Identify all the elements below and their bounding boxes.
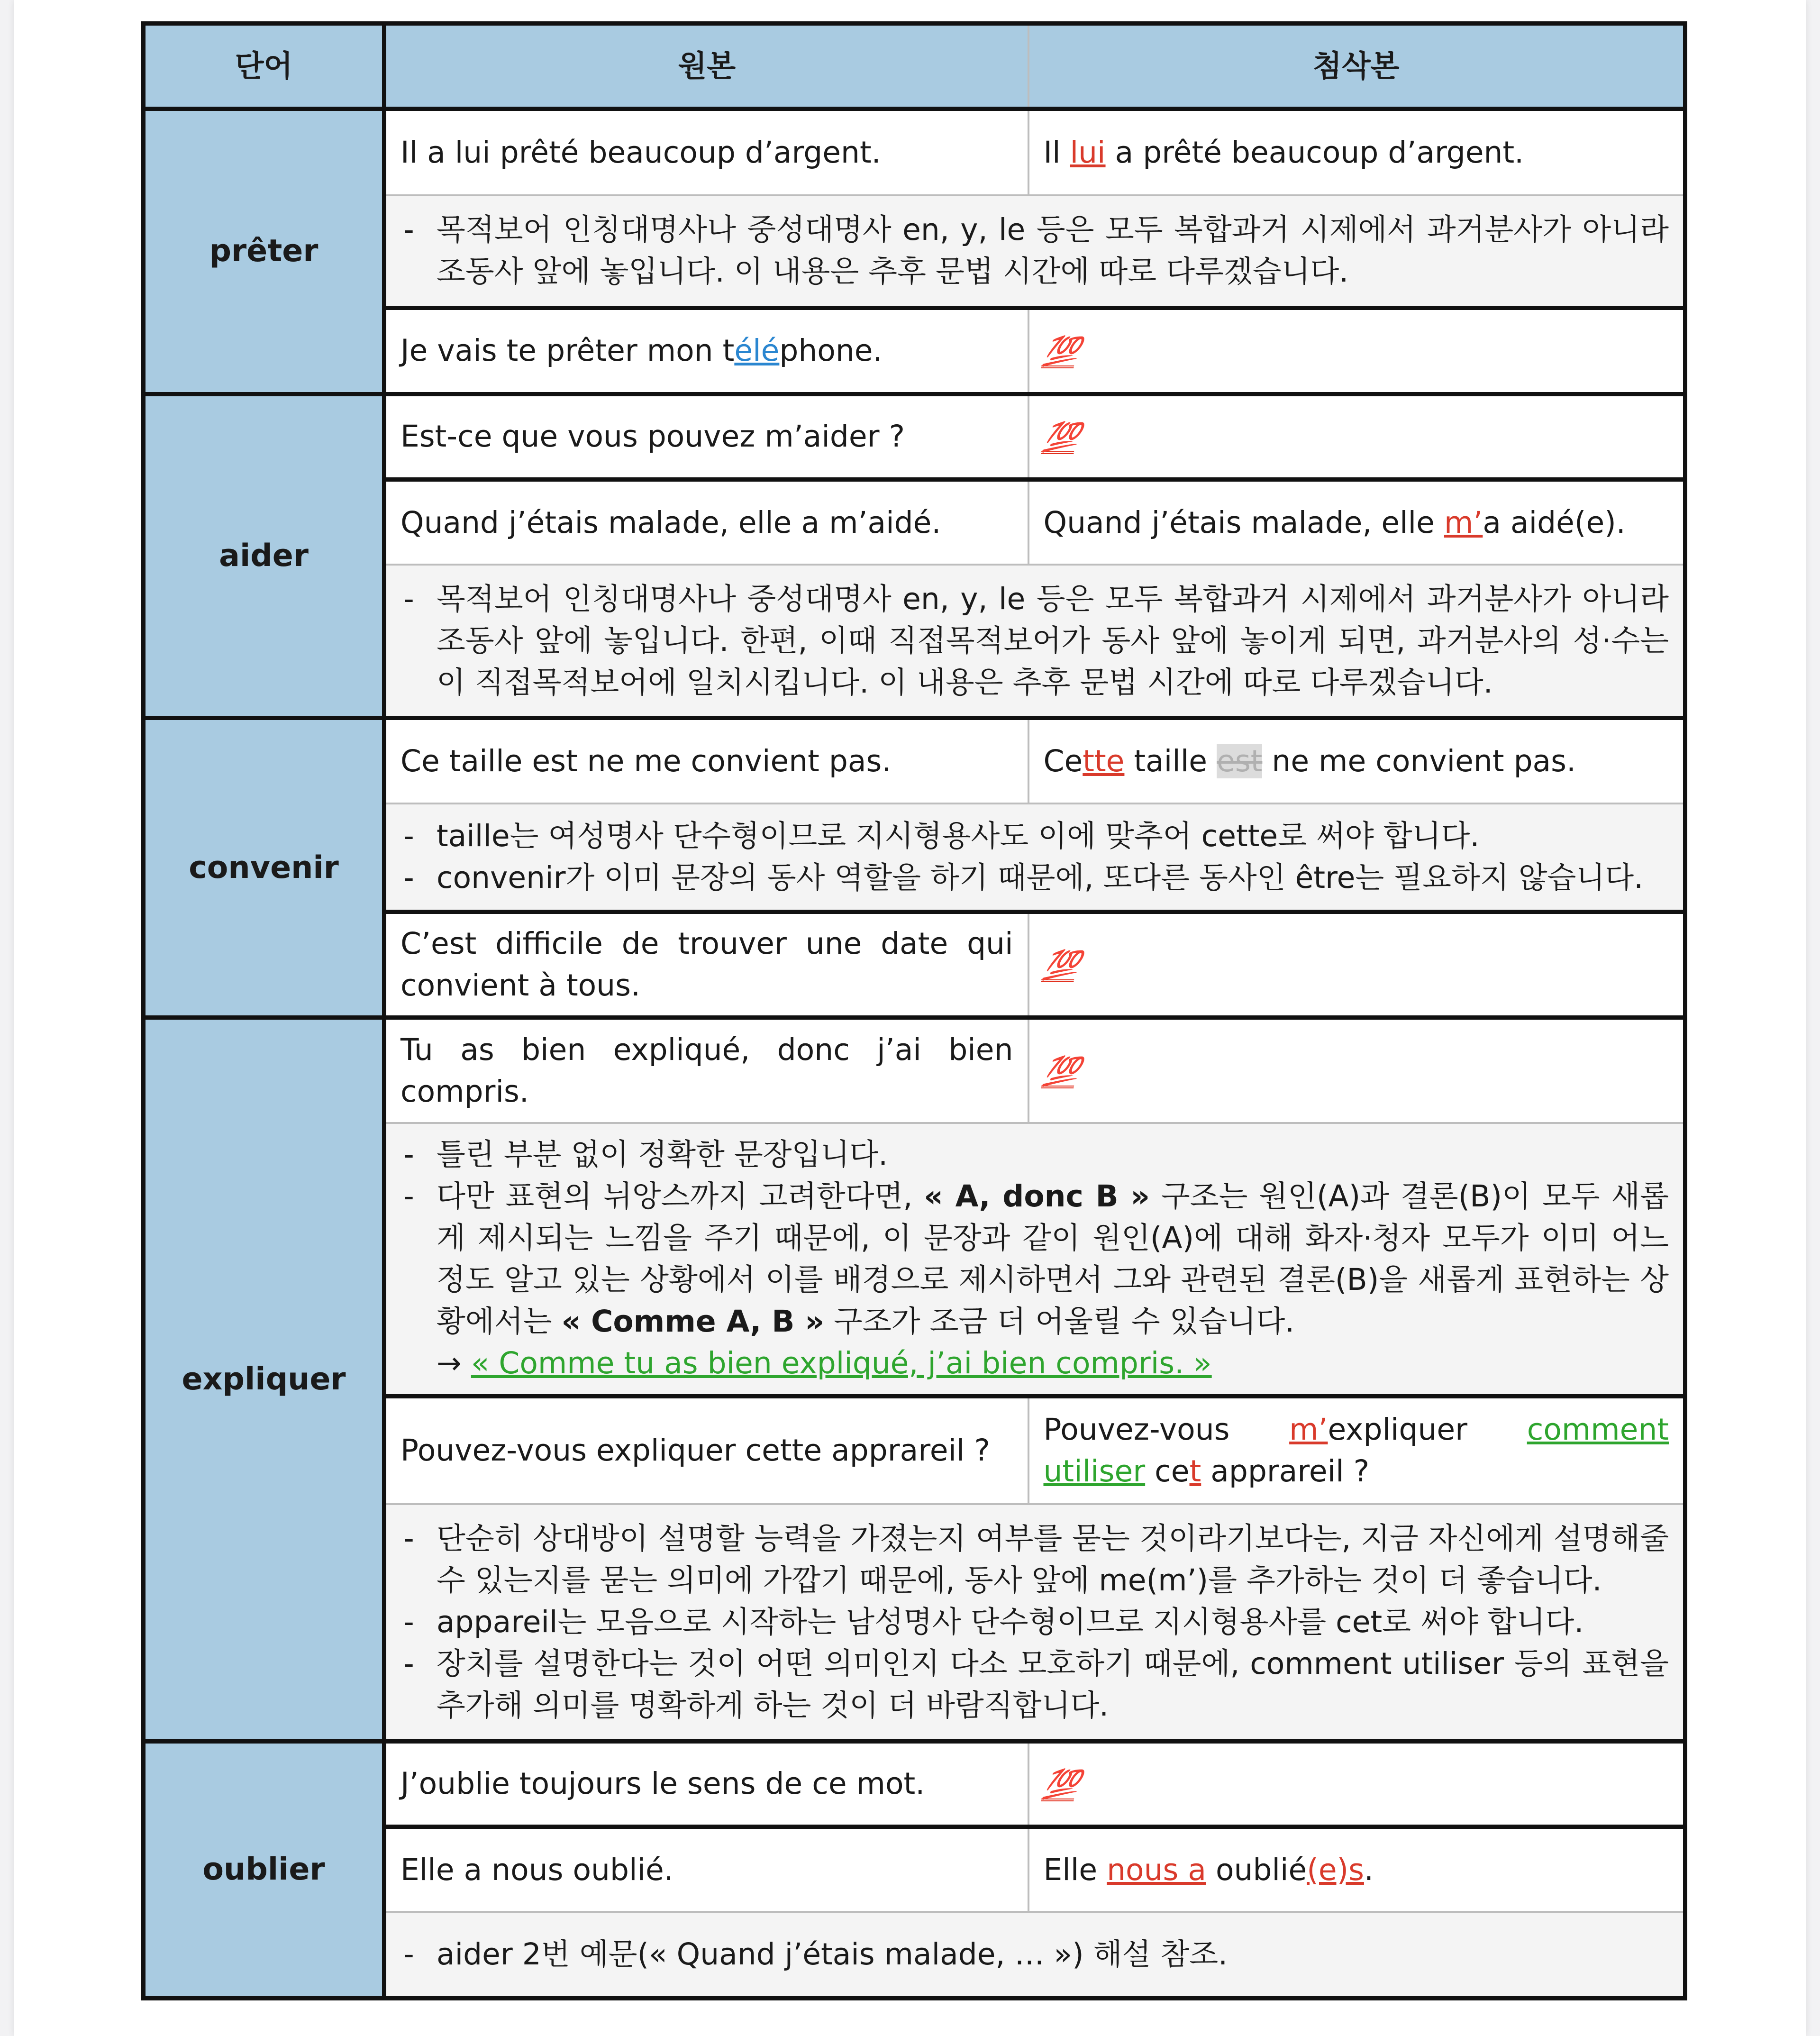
original-sentence: Ce taille est ne me convient pas. [384,718,1028,803]
deleted-word: est [1217,744,1263,779]
corrected-sentence [1028,1396,1685,1504]
original-sentence: Tu as bien expliqué, donc j’ai bien compris. [384,1017,1028,1123]
explanation-note [384,1123,1685,1397]
corrected-sentence [1028,1826,1685,1912]
table-row [144,1017,1685,1123]
hundred-points-icon: 💯 [1040,420,1079,454]
text: 다만 표현의 뉘앙스까지 고려한다면, [437,1178,924,1214]
corrected-sentence [1028,1017,1685,1123]
header-original: 원본 [384,24,1028,109]
explanation-note [384,1912,1685,1998]
headword-aider: aider [144,394,384,718]
headword-preter: prêter [144,109,384,394]
note-item [400,1176,1669,1342]
text: a aidé(e). [1483,505,1626,540]
explanation-note [384,195,1685,308]
document-page [14,0,1806,2036]
note-item: - appareil는 모음으로 시작하는 남성명사 단수형이므로 지시형용사를 cet로 써야 합니다. [400,1601,1669,1643]
headword-expliquer: expliquer [144,1017,384,1741]
correction-mark: (e)s [1307,1852,1364,1887]
text: ce [1145,1454,1190,1489]
text: a prêté beaucoup d’argent. [1105,135,1524,170]
text: phone. [779,333,883,368]
text: Quand j’étais malade, elle [1043,505,1444,540]
text: Ce [1043,744,1083,779]
correction-mark: lui [1070,135,1106,170]
text: 구조가 조금 더 어울릴 수 있습니다. [824,1304,1295,1339]
corrected-sentence [1028,109,1685,195]
headword-oublier: oublier [144,1741,384,1998]
original-sentence: J’oublie toujours le sens de ce mot. [384,1741,1028,1826]
note-item: - convenir가 이미 문장의 동사 역할을 하기 때문에, 또다른 동사인 être는 필요하지 않습니다. [400,857,1669,899]
table-header-row [144,24,1685,109]
text: ne me convient pas. [1262,744,1576,779]
correction-mark: nous a [1107,1852,1206,1887]
table-row [144,718,1685,803]
note-item: - 목적보어 인칭대명사나 중성대명사 en, y, le 등은 모두 복합과거 시제에서 과거분사가 아니라 조동사 앞에 놓입니다. 이 내용은 추후 문법 시간에 따로 다루겠습니다. [400,209,1669,292]
text: 구조는 원인(A)과 결론(B)이 모두 새롭게 제시되는 느낌을 주기 때문에, 이 문장과 같이 원인(A)에 대해 화자·청자 모두가 이미 어느 정도 알고 있는 상황에서 이를 배경으로 제시하면서 그와 관련된 결론(B)을 새롭게 표현하는 상황에서는 [437,1178,1669,1339]
text: Pouvez-vous [1043,1412,1290,1447]
text: . [1364,1852,1374,1887]
note-item: - 단순히 상대방이 설명할 능력을 가졌는지 여부를 묻는 것이라기보다는, 지금 자신에게 설명해줄 수 있는지를 묻는 의미에 가깝기 때문에, 동사 앞에 me(m’)를 추가하는 것이 더 좋습니다. [400,1518,1669,1601]
headword-convenir: convenir [144,718,384,1017]
original-sentence [384,308,1028,394]
original-sentence: C’est difficile de trouver une date qui convient à tous. [384,912,1028,1018]
correction-mark: tte [1083,744,1125,779]
correction-mark: t [1189,1454,1201,1489]
text: Elle [1043,1852,1107,1887]
hundred-points-icon: 💯 [1040,948,1079,982]
text: oublié [1206,1852,1307,1887]
note-item: - 틀린 부분 없이 정확한 문장입니다. [400,1134,1669,1176]
note-item: - 장치를 설명한다는 것이 어떤 의미인지 다소 모호하기 때문에, comment utiliser 등의 표현을 추가해 의미를 명확하게 하는 것이 더 바람직합니다. [400,1643,1669,1726]
original-sentence: Elle a nous oublié. [384,1826,1028,1912]
corrected-sentence [1028,479,1685,565]
hundred-points-icon: 💯 [1040,1054,1079,1088]
correction-mark: m’ [1289,1412,1328,1447]
correction-mark: m’ [1444,505,1483,540]
original-sentence: Est-ce que vous pouvez m’aider ? [384,394,1028,479]
text: Il [1043,135,1070,170]
explanation-note [384,1504,1685,1742]
original-sentence: Quand j’étais malade, elle a m’aidé. [384,479,1028,565]
correction-table [141,21,1687,2000]
table-row [144,109,1685,195]
corrected-sentence [1028,718,1685,803]
explanation-note [384,565,1685,718]
header-corrected: 첨삭본 [1028,24,1685,109]
text: expliquer [1328,1412,1527,1447]
correction-mark: élé [734,333,780,368]
hundred-points-icon: 💯 [1040,335,1079,368]
original-sentence: Il a lui prêté beaucoup d’argent. [384,109,1028,195]
corrected-sentence [1028,394,1685,479]
structure-label: « Comme A, B » [561,1304,825,1339]
suggested-sentence: « Comme tu as bien expliqué, j’ai bien compris. » [471,1345,1212,1380]
table-row [144,394,1685,479]
note-item: - taille는 여성명사 단수형이므로 지시형용사도 이에 맞추어 cette로 써야 합니다. [400,815,1669,857]
text: apprareil ? [1201,1454,1370,1489]
table-row [144,1741,1685,1826]
corrected-sentence [1028,912,1685,1018]
text: taille [1124,744,1217,779]
header-word: 단어 [144,24,384,109]
corrected-sentence [1028,308,1685,394]
corrected-sentence [1028,1741,1685,1826]
suggestion-line [400,1342,1669,1384]
hundred-points-icon: 💯 [1040,1768,1079,1801]
explanation-note [384,803,1685,912]
added-phrase: comment utiliser [1043,1412,1669,1489]
arrow-icon: → [437,1345,471,1380]
note-item: - aider 2번 예문(« Quand j’étais malade, … ») 해설 참조. [400,1934,1669,1975]
structure-label: « A, donc B » [924,1178,1150,1214]
note-item: - 목적보어 인칭대명사나 중성대명사 en, y, le 등은 모두 복합과거 시제에서 과거분사가 아니라 조동사 앞에 놓입니다. 한편, 이때 직접목적보어가 동사 앞에 놓이게 되면, 과거분사의 성·수는 이 직접목적보어에 일치시킵니다. 이 내용은 추후 문법 시간에 따로 다루겠습니다. [400,578,1669,703]
original-sentence: Pouvez-vous expliquer cette apprareil ? [384,1396,1028,1504]
text: Je vais te prêter mon t [400,333,735,368]
